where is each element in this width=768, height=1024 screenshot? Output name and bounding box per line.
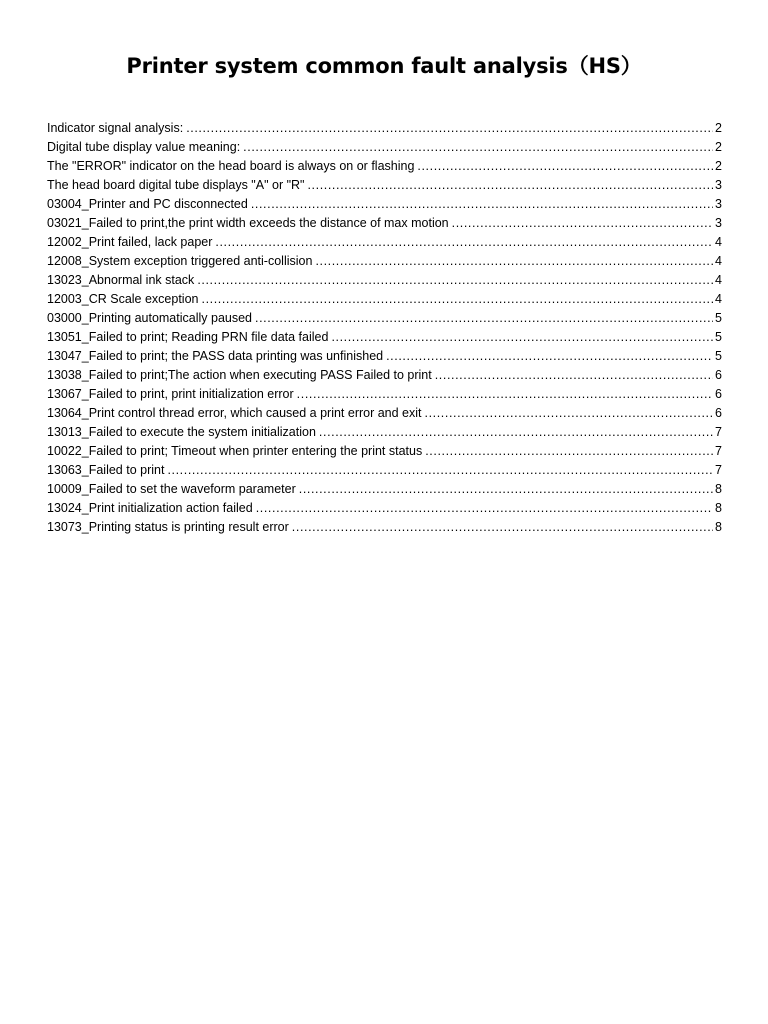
- toc-leader: [167, 461, 713, 480]
- toc-page-number: 5: [715, 311, 722, 325]
- toc-entry[interactable]: [47, 328, 722, 347]
- toc-entry-text: 13023_Abnormal ink stack: [47, 273, 195, 287]
- toc-page-number: 4: [715, 254, 722, 268]
- toc-entry[interactable]: [47, 442, 722, 461]
- toc-leader: [215, 233, 713, 252]
- toc-leader: [292, 518, 713, 537]
- toc-page-number: 7: [715, 463, 722, 477]
- toc-entry-text: The "ERROR" indicator on the head board is always on or flashing: [47, 159, 415, 173]
- toc-leader: [256, 499, 713, 518]
- toc-page-number: 8: [715, 501, 722, 515]
- toc-entry-text: Indicator signal analysis:: [47, 121, 184, 135]
- toc-entry-text: 13024_Print initialization action failed: [47, 501, 253, 515]
- toc-leader: [297, 385, 713, 404]
- toc-entry-text: 03000_Printing automatically paused: [47, 311, 252, 325]
- toc-entry-text: 13067_Failed to print, print initialization error: [47, 387, 294, 401]
- toc-page-number: 7: [715, 444, 722, 458]
- toc-leader: [425, 442, 713, 461]
- document-title: Printer system common fault analysis（HS）: [126, 54, 642, 78]
- toc-leader: [243, 138, 713, 157]
- toc-page-number: 6: [715, 406, 722, 420]
- toc-page-number: 6: [715, 368, 722, 382]
- toc-page-number: 4: [715, 292, 722, 306]
- toc-page-number: 8: [715, 482, 722, 496]
- toc-entry[interactable]: [47, 423, 722, 442]
- toc-entry-text: 13038_Failed to print;The action when executing PASS Failed to print: [47, 368, 432, 382]
- table-of-contents: [47, 119, 722, 537]
- toc-entry-text: Digital tube display value meaning:: [47, 140, 241, 154]
- toc-entry[interactable]: [47, 233, 722, 252]
- toc-leader: [315, 252, 713, 271]
- toc-entry-text: 10009_Failed to set the waveform parameter: [47, 482, 296, 496]
- toc-leader: [255, 309, 713, 328]
- toc-entry[interactable]: [47, 404, 722, 423]
- toc-entry[interactable]: [47, 195, 722, 214]
- toc-page-number: 2: [715, 159, 722, 173]
- toc-entry[interactable]: [47, 290, 722, 309]
- toc-entry-text: 12002_Print failed, lack paper: [47, 235, 213, 249]
- toc-leader: [435, 366, 713, 385]
- toc-leader: [186, 119, 713, 138]
- toc-page-number: 6: [715, 387, 722, 401]
- toc-leader: [202, 290, 714, 309]
- toc-leader: [452, 214, 713, 233]
- toc-page-number: 2: [715, 121, 722, 135]
- toc-entry[interactable]: [47, 157, 722, 176]
- toc-entry-text: 13013_Failed to execute the system initialization: [47, 425, 316, 439]
- toc-entry-text: 12008_System exception triggered anti-collision: [47, 254, 313, 268]
- toc-entry-text: 13051_Failed to print; Reading PRN file data failed: [47, 330, 329, 344]
- toc-leader: [417, 157, 713, 176]
- toc-entry[interactable]: [47, 499, 722, 518]
- toc-entry[interactable]: [47, 119, 722, 138]
- toc-entry[interactable]: [47, 347, 722, 366]
- toc-leader: [319, 423, 713, 442]
- toc-entry[interactable]: [47, 385, 722, 404]
- toc-page-number: 7: [715, 425, 722, 439]
- toc-page-number: 5: [715, 349, 722, 363]
- toc-entry-text: 10022_Failed to print; Timeout when printer entering the print status: [47, 444, 423, 458]
- toc-entry[interactable]: [47, 366, 722, 385]
- toc-entry-text: 13063_Failed to print: [47, 463, 165, 477]
- toc-leader: [425, 404, 714, 423]
- toc-entry-text: 03004_Printer and PC disconnected: [47, 197, 248, 211]
- toc-entry[interactable]: [47, 480, 722, 499]
- toc-page-number: 5: [715, 330, 722, 344]
- toc-page-number: 2: [715, 140, 722, 154]
- toc-entry[interactable]: [47, 176, 722, 195]
- toc-leader: [299, 480, 713, 499]
- toc-entry-text: 13073_Printing status is printing result error: [47, 520, 289, 534]
- toc-entry[interactable]: [47, 518, 722, 537]
- toc-entry[interactable]: [47, 214, 722, 233]
- toc-leader: [251, 195, 713, 214]
- toc-leader: [307, 176, 713, 195]
- toc-leader: [386, 347, 713, 366]
- toc-entry-text: 03021_Failed to print,the print width exceeds the distance of max motion: [47, 216, 449, 230]
- toc-page-number: 8: [715, 520, 722, 534]
- toc-entry[interactable]: [47, 138, 722, 157]
- toc-entry-text: 13047_Failed to print; the PASS data printing was unfinished: [47, 349, 384, 363]
- toc-page-number: 3: [715, 216, 722, 230]
- toc-page-number: 3: [715, 197, 722, 211]
- toc-entry[interactable]: [47, 252, 722, 271]
- toc-page-number: 4: [715, 273, 722, 287]
- toc-leader: [331, 328, 713, 347]
- toc-entry-text: The head board digital tube displays "A" or "R": [47, 178, 305, 192]
- toc-leader: [197, 271, 713, 290]
- toc-entry[interactable]: [47, 309, 722, 328]
- toc-page-number: 3: [715, 178, 722, 192]
- toc-entry-text: 13064_Print control thread error, which caused a print error and exit: [47, 406, 422, 420]
- toc-entry[interactable]: [47, 271, 722, 290]
- toc-entry-text: 12003_CR Scale exception: [47, 292, 199, 306]
- toc-entry[interactable]: [47, 461, 722, 480]
- toc-page-number: 4: [715, 235, 722, 249]
